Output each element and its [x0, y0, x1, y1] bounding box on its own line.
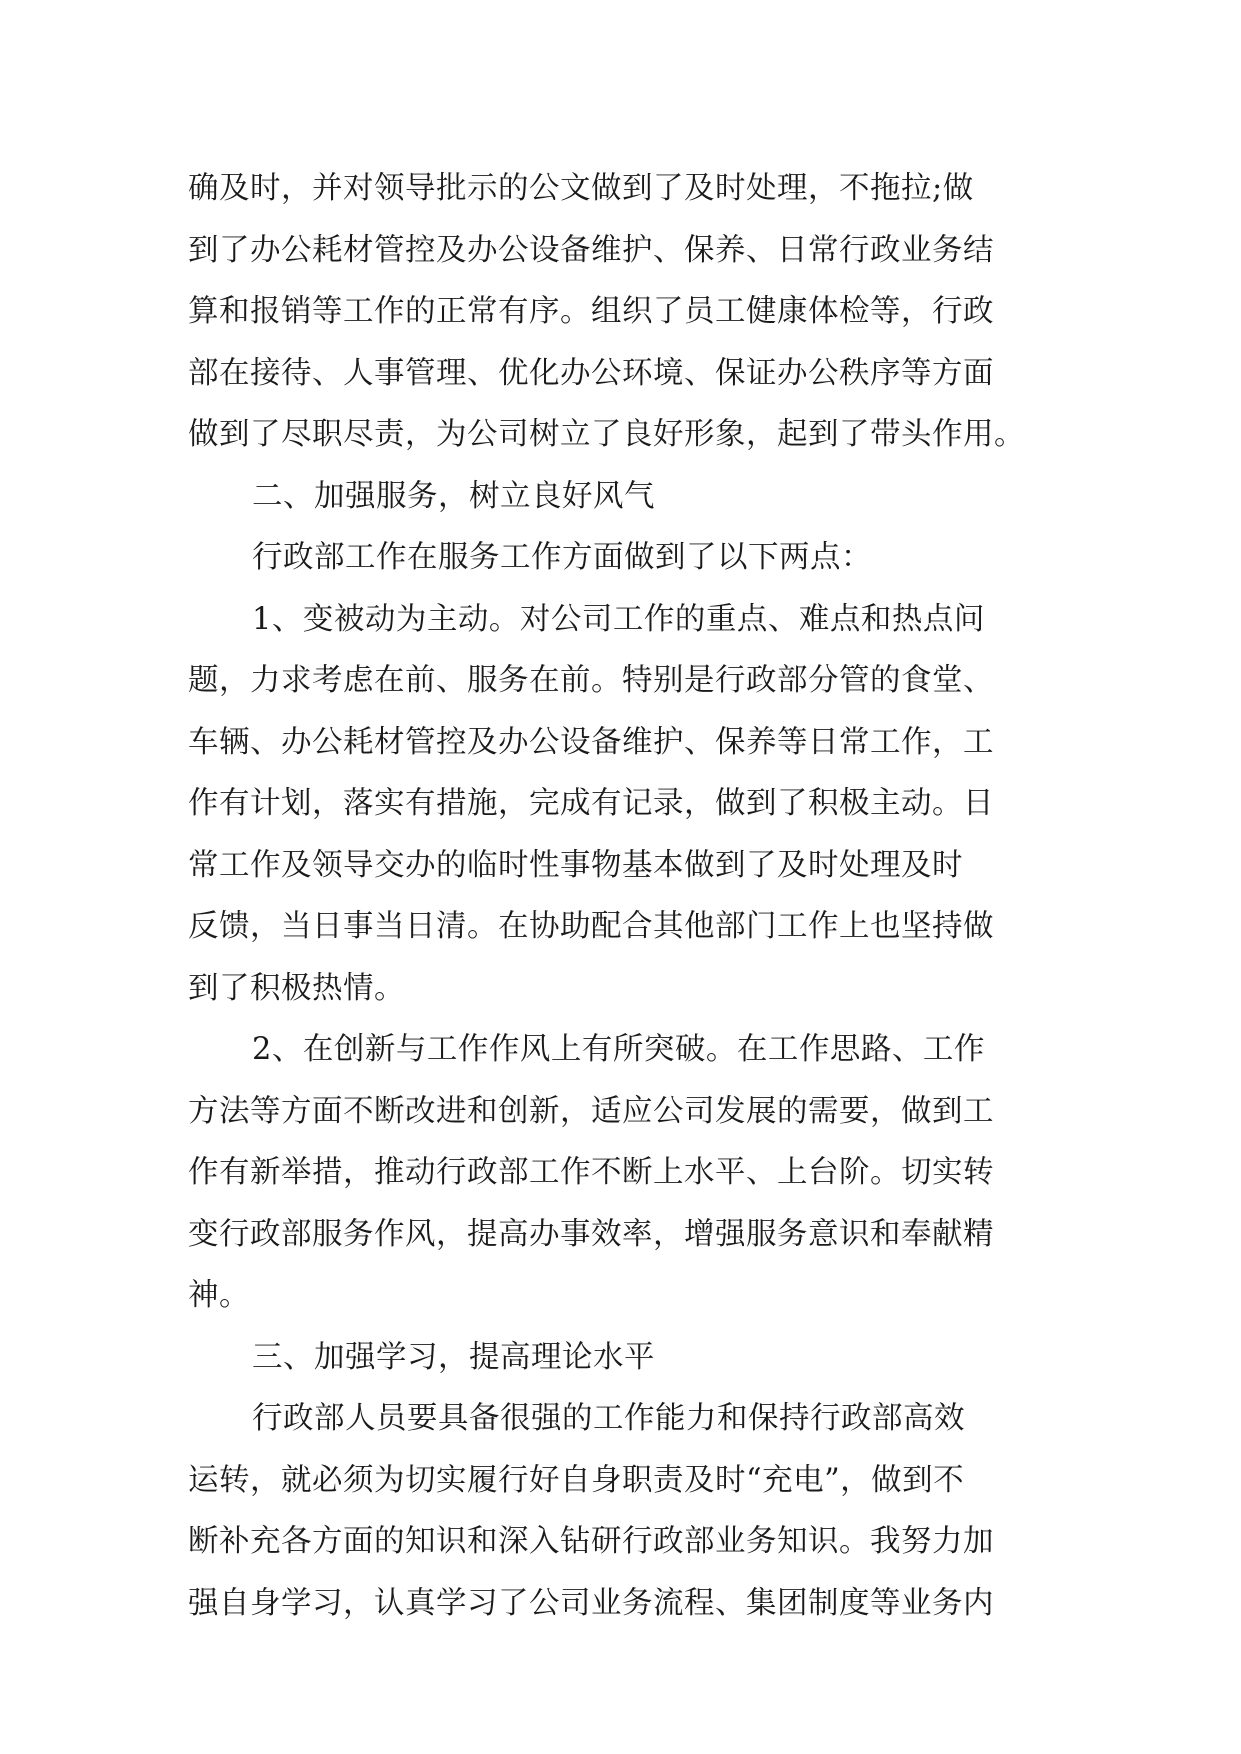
text-line: 部在接待、人事管理、优化办公环境、保证办公秩序等方面	[188, 355, 994, 391]
section-heading: 三、加强学习，提高理论水平	[252, 1339, 655, 1375]
paragraph-start: 行政部工作在服务工作方面做到了以下两点：	[252, 540, 872, 575]
text-line: 反馈，当日事当日清。在协助配合其他部门工作上也坚持做	[188, 909, 994, 944]
section-heading: 二、加强服务，树立良好风气	[252, 478, 655, 514]
text-line: 做到了尽职尽责，为公司树立了良好形象，起到了带头作用。	[188, 417, 1025, 452]
document-body	[188, 158, 1058, 1634]
text-line: 车辆、办公耗材管控及办公设备维护、保养等日常工作，工	[188, 724, 994, 760]
list-item-start: 1、变被动为主动。对公司工作的重点、难点和热点问	[252, 601, 985, 637]
text-line: 运转，就必须为切实履行好自身职责及时“充电”，做到不	[188, 1462, 965, 1498]
text-line: 作有新举措，推动行政部工作不断上水平、上台阶。切实转	[188, 1155, 994, 1190]
text-line: 算和报销等工作的正常有序。组织了员工健康体检等，行政	[188, 294, 994, 329]
text-line: 到了办公耗材管控及办公设备维护、保养、日常行政业务结	[188, 232, 994, 268]
text-line: 方法等方面不断改进和创新，适应公司发展的需要，做到工	[188, 1093, 994, 1129]
text-line: 确及时，并对领导批示的公文做到了及时处理，不拖拉;做	[188, 171, 974, 206]
text-line: 题，力求考虑在前、服务在前。特别是行政部分管的食堂、	[188, 663, 994, 698]
text-line: 到了积极热情。	[188, 970, 405, 1006]
text-line: 断补充各方面的知识和深入钻研行政部业务知识。我努力加	[188, 1524, 994, 1559]
text-line: 强自身学习，认真学习了公司业务流程、集团制度等业务内	[188, 1585, 994, 1621]
text-line: 常工作及领导交办的临时性事物基本做到了及时处理及时	[188, 847, 963, 883]
list-item-start: 2、在创新与工作作风上有所突破。在工作思路、工作	[252, 1032, 985, 1067]
paragraph-start: 行政部人员要具备很强的工作能力和保持行政部高效	[252, 1401, 965, 1436]
text-line: 神。	[188, 1278, 250, 1313]
text-line: 变行政部服务作风，提高办事效率，增强服务意识和奉献精	[188, 1216, 994, 1252]
text-line: 作有计划，落实有措施，完成有记录，做到了积极主动。日	[188, 786, 994, 821]
